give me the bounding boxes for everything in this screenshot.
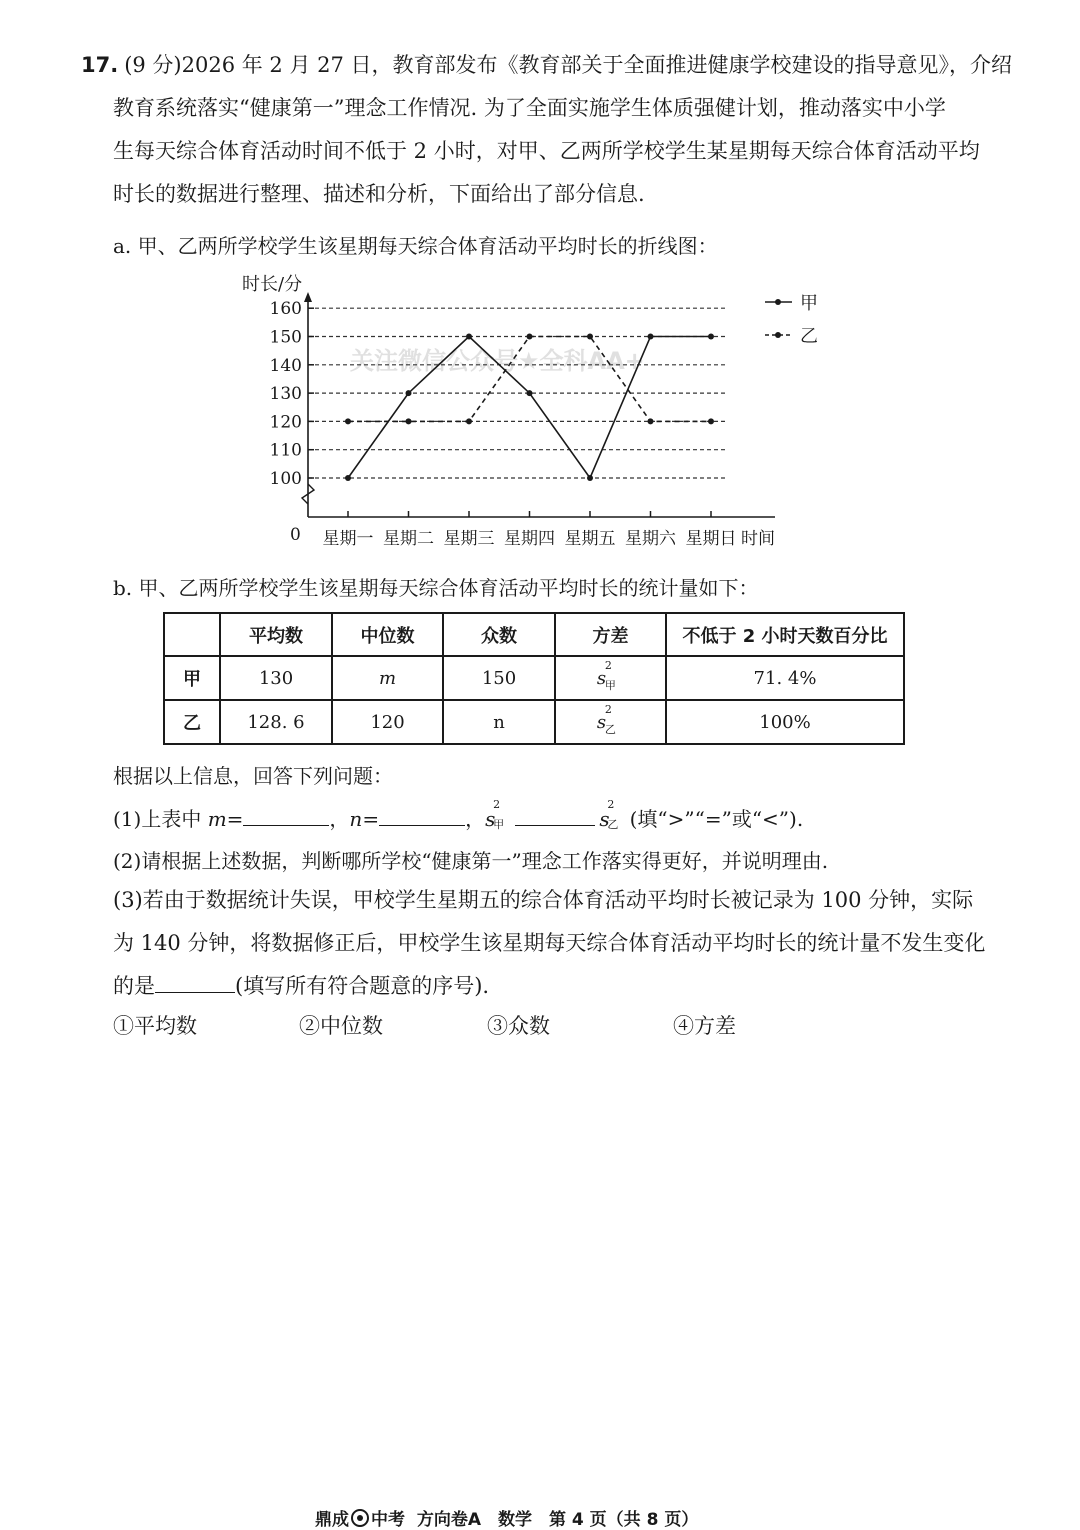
option-3: ③众数	[487, 1014, 550, 1038]
legend-label: 甲	[800, 293, 818, 314]
y-axis-arrow	[304, 292, 312, 302]
legend-label: 乙	[800, 326, 818, 347]
cell-median-yi: 120	[332, 700, 443, 744]
data-point	[648, 418, 654, 424]
q3-line-2: 为 140 分钟，将数据修正后，甲校学生该星期每天综合体育活动平均时长的统计量不发生变化	[113, 931, 986, 955]
y-tick-label: 100	[269, 469, 302, 489]
stem-line-4: 时长的数据进行整理、描述和分析，下面给出了部分信息.	[113, 182, 645, 206]
legend-marker	[775, 332, 781, 338]
data-point	[466, 418, 472, 424]
data-point	[527, 334, 533, 340]
cell-variance-jia: s 2 甲	[555, 656, 666, 700]
x-tick-label: 星期日	[685, 529, 737, 549]
footer-info: 方向卷A 数学 第 4 页（共 8 页）	[416, 1510, 699, 1530]
blank-n[interactable]	[379, 805, 465, 826]
sub-question-3	[113, 879, 986, 1008]
sub-question-1: (1)上表中 m= ，n= ，s 2 甲 s 2 乙 (填“>”“=”或“<”).	[113, 798, 804, 831]
footer-brand-a: 鼎成	[315, 1510, 349, 1530]
data-point	[345, 475, 351, 481]
stem-line-2: 教育系统落实“健康第一”理念工作情况. 为了全面实施学生体质强健计划，推动落实中小学	[113, 96, 946, 120]
row-label-yi: 乙	[164, 700, 220, 744]
x-tick-label: 星期六	[625, 529, 676, 549]
x-tick-label: 星期一	[322, 529, 374, 549]
q3-line-1: (3)若由于数据统计失误，甲校学生星期五的综合体育活动平均时长被记录为 100 分钟，实际	[113, 888, 974, 912]
part-b-label: b. 甲、乙两所学校学生该星期每天综合体育活动平均时长的统计量如下：	[113, 576, 759, 600]
data-point	[406, 390, 412, 396]
x-tick-label: 星期四	[504, 529, 555, 549]
data-point	[345, 418, 351, 424]
table-header-mean: 平均数	[220, 613, 332, 656]
answer-prompt: 根据以上信息，回答下列问题：	[113, 764, 393, 788]
option-1: ①平均数	[113, 1014, 197, 1038]
table-header-percent: 不低于 2 小时天数百分比	[666, 613, 904, 656]
footer-brand-b: 中考	[371, 1510, 405, 1530]
data-point	[708, 418, 714, 424]
legend-marker	[775, 299, 781, 305]
page-footer	[315, 1505, 698, 1530]
y-tick-label: 110	[269, 440, 302, 461]
data-point	[648, 334, 654, 340]
brand-logo-icon	[351, 1509, 369, 1527]
option-2: ②中位数	[299, 1014, 383, 1038]
cell-mode-jia: 150	[443, 656, 555, 700]
part-a-label: a. 甲、乙两所学校学生该星期每天综合体育活动平均时长的折线图：	[113, 234, 718, 258]
x-axis-label: 时间	[741, 529, 775, 549]
y-tick-label: 130	[269, 384, 302, 405]
q3-line-3: 的是 (填写所有符合题意的序号).	[113, 974, 490, 998]
data-point	[527, 390, 533, 396]
blank-m[interactable]	[243, 805, 329, 826]
watermark-text: 关注微信公众号★全科AA+	[350, 347, 645, 375]
y-tick-label: 160	[269, 299, 302, 320]
cell-mean-yi: 128. 6	[220, 700, 332, 744]
cell-mean-jia: 130	[220, 656, 332, 700]
stem-line-3: 生每天综合体育活动时间不低于 2 小时，对甲、乙两所学校学生某星期每天综合体育活动平均	[113, 139, 980, 163]
stem-line-1: (9 分)2026 年 2 月 27 日，教育部发布《教育部关于全面推进健康学校建设的指导意见》，介绍	[124, 53, 1013, 77]
table-header-row	[164, 613, 904, 656]
line-chart	[230, 262, 850, 557]
cell-median-jia: m	[332, 656, 443, 700]
y-tick-label: 150	[269, 327, 302, 348]
data-point	[466, 334, 472, 340]
table-header-variance: 方差	[555, 613, 666, 656]
cell-mode-yi: n	[443, 700, 555, 744]
y-axis-label: 时长/分	[242, 274, 303, 295]
origin-label: 0	[290, 525, 301, 545]
x-tick-label: 星期五	[564, 529, 616, 549]
cell-percent-yi: 100%	[666, 700, 904, 744]
x-tick-label: 星期二	[383, 529, 434, 549]
sub-question-2: (2)请根据上述数据，判断哪所学校“健康第一”理念工作落实得更好，并说明理由.	[113, 849, 829, 873]
x-tick-label: 星期三	[443, 529, 495, 549]
table-header-corner	[164, 613, 220, 656]
table-row	[164, 700, 904, 744]
cell-percent-jia: 71. 4%	[666, 656, 904, 700]
question-stem	[81, 44, 1013, 216]
y-tick-label: 140	[269, 355, 302, 376]
row-label-jia: 甲	[164, 656, 220, 700]
cell-variance-yi: s 2 乙	[555, 700, 666, 744]
y-tick-label: 120	[269, 412, 302, 433]
table-row	[164, 656, 904, 700]
data-point	[587, 334, 593, 340]
table-header-mode: 众数	[443, 613, 555, 656]
blank-compare[interactable]	[515, 805, 595, 826]
data-point	[587, 475, 593, 481]
data-point	[708, 334, 714, 340]
option-4: ④方差	[673, 1014, 736, 1038]
blank-q3[interactable]	[155, 972, 235, 993]
data-point	[406, 418, 412, 424]
table-header-median: 中位数	[332, 613, 443, 656]
statistics-table	[163, 612, 905, 745]
question-number: 17.	[81, 53, 119, 77]
